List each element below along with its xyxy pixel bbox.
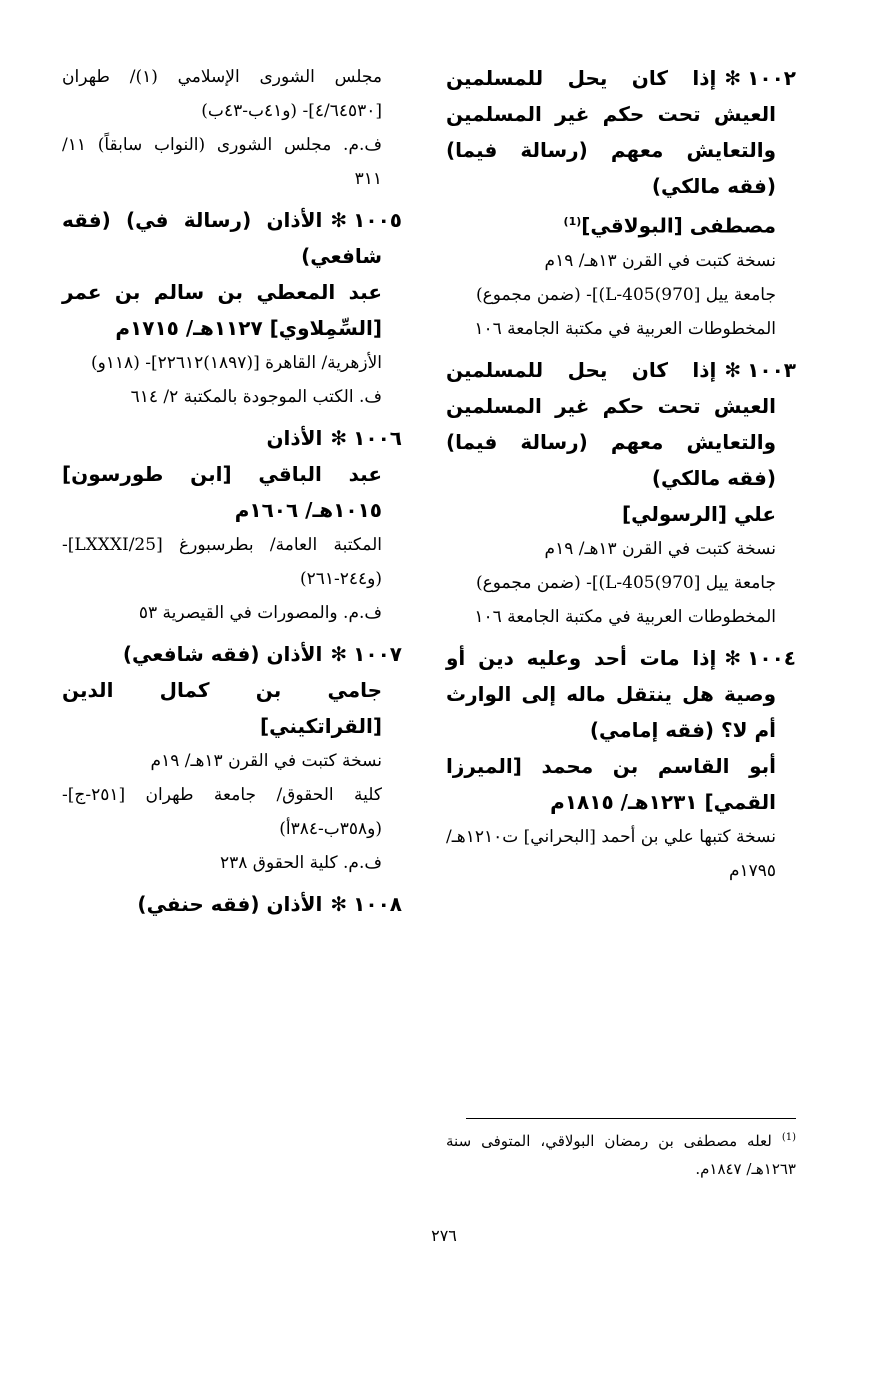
entry-detail-line: المكتبة العامة/ بطرسبورغ [LXXXI/25]- (و٢٤٤-٢٦١) <box>62 535 382 589</box>
footnote-marker: (1) <box>781 1132 796 1143</box>
entry-author-text: أبو القاسم بن محمد [الميرزا القمي] ١٢٣١هـ/ ١٨١٥م <box>446 753 776 814</box>
footnote-text: لعله مصطفى بن رمضان البولاقي، المتوفى سنة ١٢٦٣هـ/ ١٨٤٧م. <box>446 1132 796 1178</box>
entry-author-text: عبد الباقي [ابن طورسون] ١٠١٥هـ/ ١٦٠٦م <box>62 462 382 522</box>
entry-title <box>62 420 402 456</box>
right-column <box>446 60 796 894</box>
entry-detail-line: المخطوطات العربية في مكتبة الجامعة ١٠٦ <box>474 606 776 627</box>
entry-detail-line: نسخة كتبت في القرن ١٣هـ/ ١٩م <box>150 751 382 771</box>
entry-author-text: جامي بن كمال الدين [القراتكيني] <box>62 678 382 738</box>
entry-author-text: عبد المعطي بن سالم بن عمر [السِّمِلاوي] ١١٢٧هـ/ ١٧١٥م <box>62 280 382 340</box>
catalog-entry <box>62 420 402 630</box>
entry-title <box>62 202 402 274</box>
entry-author-text: علي [الرسولي] <box>621 501 776 526</box>
entry-detail-line: جامعة ييل [970)L-405)]- (ضمن مجموع) <box>476 572 776 593</box>
entry-detail-line: الأزهرية/ القاهرة [(١٨٩٧)٢٢٦١٢]- (١١٨و) <box>90 353 382 373</box>
star-icon: ✻ <box>330 208 348 232</box>
catalog-entry <box>446 640 796 888</box>
entry-detail-line: نسخة كتبت في القرن ١٣هـ/ ١٩م <box>544 250 776 271</box>
entry-author <box>446 748 796 820</box>
entry-title <box>446 352 796 496</box>
entry-detail-line: ف.م. مجلس الشورى (النواب سابقاً) ١١/ ٣١١ <box>62 135 382 189</box>
entry-detail-line: كلية الحقوق/ جامعة طهران [٢٥١-ج]- (و٣٥٨ب-٣٨٤أ) <box>62 785 382 839</box>
entry-detail-line: نسخة كتبها علي بن أحمد [البحراني] ت١٢١٠هـ/ ١٧٩٥م <box>446 826 776 881</box>
entry-author-text: مصطفى [البولاقي] <box>581 213 776 238</box>
star-icon: ✻ <box>330 426 348 450</box>
entry-author <box>62 672 402 744</box>
entry-detail-line: نسخة كتبت في القرن ١٣هـ/ ١٩م <box>544 538 776 559</box>
entry-title <box>62 636 402 672</box>
catalog-entry <box>62 60 402 196</box>
entry-title <box>62 886 402 922</box>
entry-number: ١٠٠٦ <box>353 426 402 450</box>
entry-title <box>446 60 796 204</box>
entry-title <box>446 640 796 748</box>
entry-detail-line: المخطوطات العربية في مكتبة الجامعة ١٠٦ <box>474 318 776 339</box>
entry-author <box>446 204 796 244</box>
star-icon: ✻ <box>724 645 742 670</box>
catalog-entry <box>62 202 402 414</box>
entry-author <box>62 274 402 346</box>
catalog-entry <box>62 886 402 922</box>
entry-title-text: إذا كان يحل للمسلمين العيش تحت حكم غير المسلمين والتعايش معهم (رسالة فيما) (فقه مالكي) <box>446 357 776 490</box>
entry-title-text: الأذان (فقه حنفي) <box>137 892 323 916</box>
star-icon: ✻ <box>330 642 348 666</box>
catalog-entry <box>446 60 796 346</box>
page-number: ٢٧٦ <box>431 1226 457 1245</box>
entry-number: ١٠٠٨ <box>353 892 402 916</box>
catalog-entry <box>446 352 796 634</box>
entry-title-text: الأذان (رسالة في) (فقه شافعي) <box>62 208 382 268</box>
entry-author <box>446 496 796 532</box>
entry-detail-line: ف.م. كلية الحقوق ٢٣٨ <box>220 853 382 873</box>
entry-number: ١٠٠٣ <box>747 357 796 382</box>
footnote-divider <box>466 1118 796 1119</box>
entry-number: ١٠٠٢ <box>747 66 796 90</box>
entry-number: ١٠٠٤ <box>747 645 796 670</box>
entry-number: ١٠٠٧ <box>353 642 402 666</box>
entry-number: ١٠٠٥ <box>353 208 402 232</box>
entry-title-text: الأذان <box>266 426 323 450</box>
entry-title-text: الأذان (فقه شافعي) <box>122 642 323 666</box>
footnote-reference: (1) <box>563 215 582 228</box>
star-icon: ✻ <box>330 892 348 916</box>
catalog-entry <box>62 636 402 880</box>
entry-detail-line: جامعة ييل [970)L-405)]- (ضمن مجموع) <box>476 284 776 305</box>
star-icon: ✻ <box>724 357 742 382</box>
footnote <box>446 1124 796 1183</box>
star-icon: ✻ <box>724 66 742 90</box>
left-column <box>62 60 402 928</box>
entry-author <box>62 456 402 528</box>
entry-detail-line: مجلس الشورى الإسلامي (١)/ طهران [٤/٦٤٥٣٠]- (و٤١ب-٤٣ب) <box>62 67 382 121</box>
entry-detail-line: ف. الكتب الموجودة بالمكتبة ٢/ ٦١٤ <box>130 387 382 407</box>
entry-detail-line: ف.م. والمصورات في القيصرية ٥٣ <box>138 603 382 623</box>
entry-title-text: إذا كان يحل للمسلمين العيش تحت حكم غير المسلمين والتعايش معهم (رسالة فيما) (فقه مالكي) <box>446 66 776 198</box>
entry-title-text: إذا مات أحد وعليه دين أو وصية هل ينتقل ماله إلى الوارث أم لا؟ (فقه إمامي) <box>446 645 776 742</box>
